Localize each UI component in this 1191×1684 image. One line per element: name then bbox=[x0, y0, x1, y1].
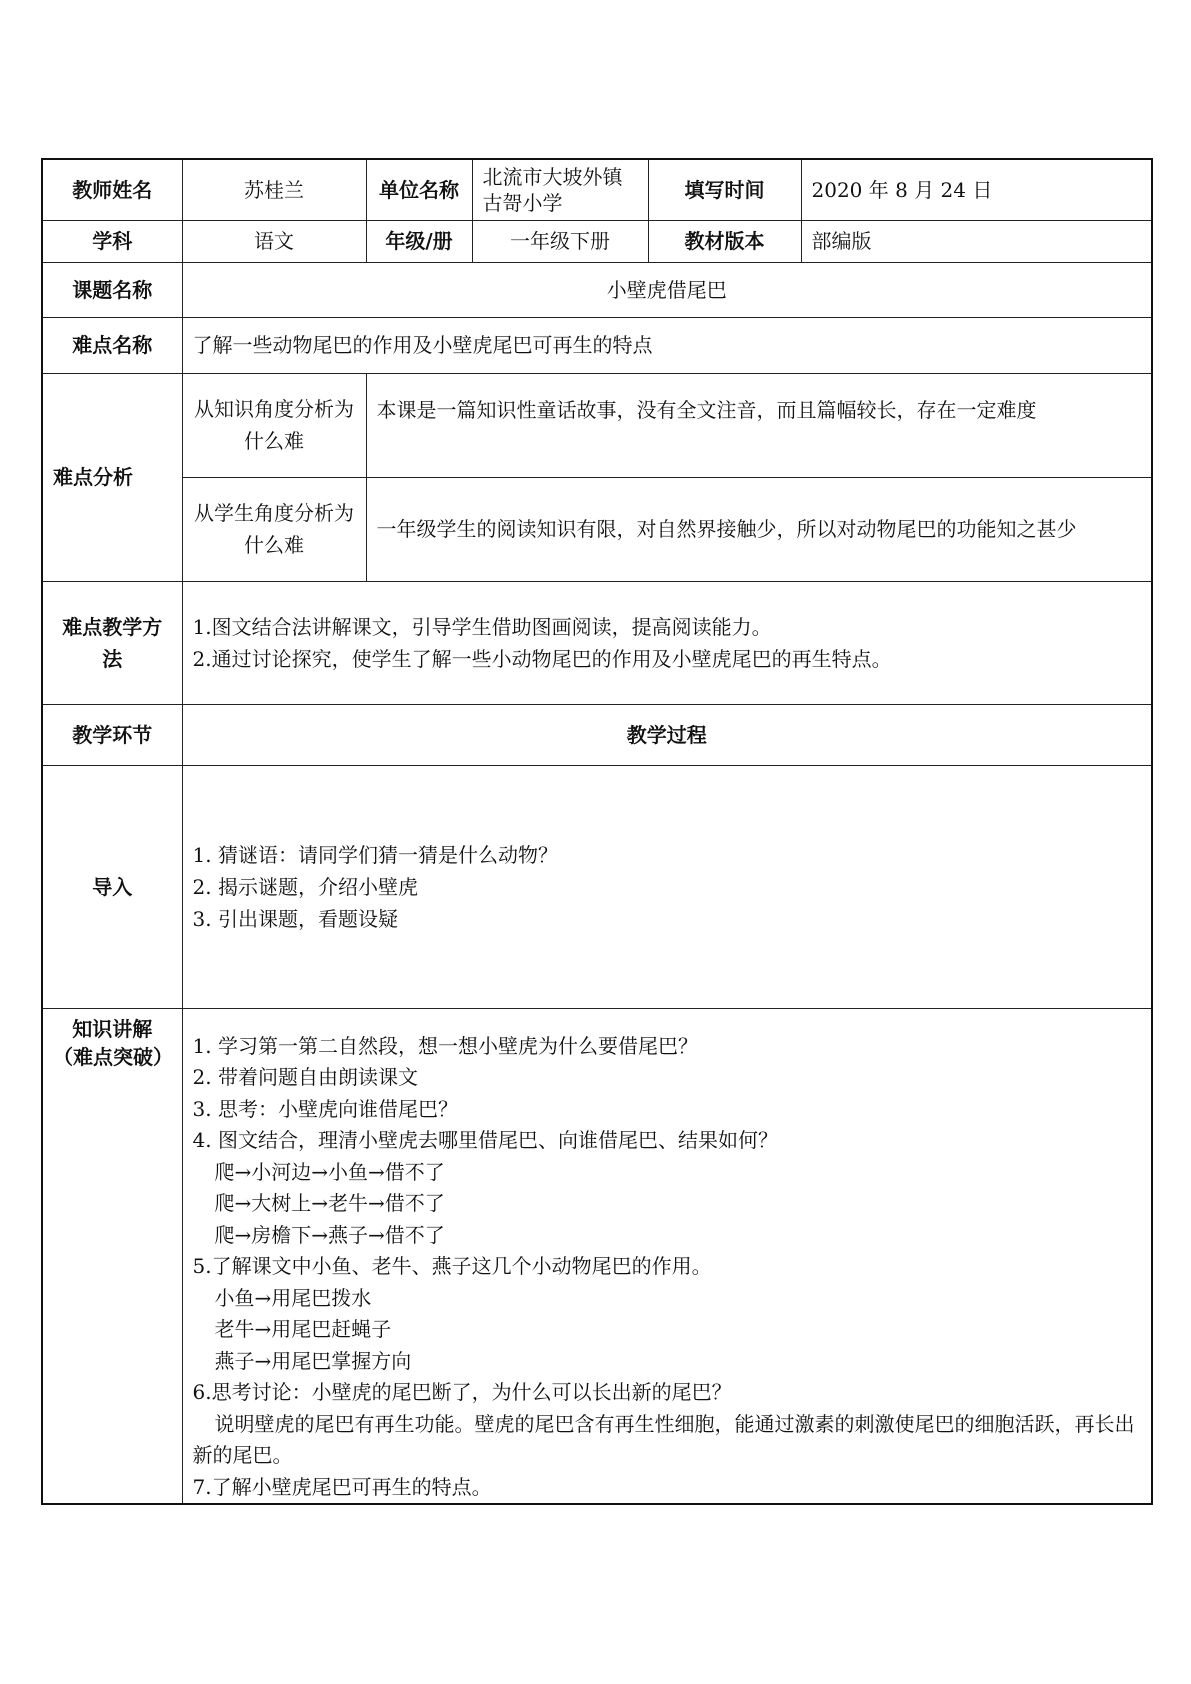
process-header: 教学过程 bbox=[182, 704, 1152, 765]
teacher-value: 苏桂兰 bbox=[182, 159, 366, 220]
knowledge-line: 爬→大树上→老牛→借不了 bbox=[214, 1191, 445, 1215]
knowledge-line: 燕子→用尾巴掌握方向 bbox=[214, 1348, 412, 1373]
knowledge-label bbox=[42, 1008, 182, 1504]
method-content bbox=[182, 581, 1152, 704]
topic-label: 课题名称 bbox=[42, 262, 182, 317]
knowledge-line: 爬→房檐下→燕子→借不了 bbox=[214, 1222, 445, 1247]
stage-header: 教学环节 bbox=[42, 704, 182, 765]
difficulty-row bbox=[42, 317, 1152, 373]
intro-line: 3. 引出课题，看题设疑 bbox=[192, 906, 398, 931]
analysis-row-knowledge bbox=[42, 373, 1152, 477]
knowledge-line: 说明壁虎的尾巴有再生功能。壁虎的尾巴含有再生性细胞，能通过激素的刺激使尾巴的细胞活跃，再长出新的尾巴。 bbox=[192, 1411, 1135, 1467]
knowledge-content bbox=[182, 1008, 1152, 1504]
method-row bbox=[42, 581, 1152, 704]
header-row-1 bbox=[42, 159, 1152, 220]
edition-label: 教材版本 bbox=[648, 220, 801, 262]
lesson-plan-table bbox=[41, 158, 1153, 1505]
student-angle-label: 从学生角度分析为什么难 bbox=[182, 477, 366, 581]
difficulty-label: 难点名称 bbox=[42, 317, 182, 373]
student-angle-value: 一年级学生的阅读知识有限，对自然界接触少，所以对动物尾巴的功能知之甚少 bbox=[366, 477, 1152, 581]
method-line: 2.通过讨论探究，使学生了解一些小动物尾巴的作用及小壁虎尾巴的再生特点。 bbox=[192, 646, 892, 671]
topic-value: 小壁虎借尾巴 bbox=[182, 262, 1152, 317]
topic-row bbox=[42, 262, 1152, 317]
knowledge-line: 7.了解小壁虎尾巴可再生的特点。 bbox=[192, 1474, 492, 1499]
grade-label: 年级/册 bbox=[366, 220, 472, 262]
knowledge-line: 2. 带着问题自由朗读课文 bbox=[192, 1065, 418, 1089]
intro-line: 1. 猜谜语：请同学们猜一猜是什么动物？ bbox=[192, 842, 558, 867]
unit-value: 北流市大坡外镇古哿小学 bbox=[472, 159, 648, 220]
subject-label: 学科 bbox=[42, 220, 182, 262]
edition-value: 部编版 bbox=[801, 220, 1152, 262]
knowledge-line: 4. 图文结合，理清小壁虎去哪里借尾巴、向谁借尾巴、结果如何？ bbox=[192, 1128, 778, 1152]
knowledge-line: 爬→小河边→小鱼→借不了 bbox=[214, 1159, 445, 1184]
header-row-2 bbox=[42, 220, 1152, 262]
knowledge-angle-label: 从知识角度分析为什么难 bbox=[182, 373, 366, 477]
unit-label: 单位名称 bbox=[366, 159, 472, 220]
difficulty-value: 了解一些动物尾巴的作用及小壁虎尾巴可再生的特点 bbox=[182, 317, 1152, 373]
analysis-label: 难点分析 bbox=[42, 373, 182, 581]
date-value: 2020 年 8 月 24 日 bbox=[801, 159, 1152, 220]
knowledge-line: 老牛→用尾巴赶蝇子 bbox=[214, 1317, 392, 1341]
subject-value: 语文 bbox=[182, 220, 366, 262]
process-header-row bbox=[42, 704, 1152, 765]
intro-label: 导入 bbox=[42, 765, 182, 1008]
intro-content bbox=[182, 765, 1152, 1008]
knowledge-label-line2: （难点突破） bbox=[53, 1044, 173, 1069]
knowledge-line: 小鱼→用尾巴拨水 bbox=[214, 1285, 372, 1310]
knowledge-line: 1. 学习第一第二自然段，想一想小壁虎为什么要借尾巴？ bbox=[192, 1033, 698, 1058]
knowledge-line: 5.了解课文中小鱼、老牛、燕子这几个小动物尾巴的作用。 bbox=[192, 1254, 712, 1278]
intro-row bbox=[42, 765, 1152, 1008]
knowledge-row bbox=[42, 1008, 1152, 1504]
analysis-row-student bbox=[42, 477, 1152, 581]
knowledge-angle-value: 本课是一篇知识性童话故事，没有全文注音，而且篇幅较长，存在一定难度 bbox=[366, 373, 1152, 477]
teacher-label: 教师姓名 bbox=[42, 159, 182, 220]
knowledge-line: 3. 思考：小壁虎向谁借尾巴？ bbox=[192, 1096, 458, 1121]
method-label: 难点教学方法 bbox=[42, 581, 182, 704]
intro-line: 2. 揭示谜题，介绍小壁虎 bbox=[192, 874, 418, 899]
knowledge-label-line1: 知识讲解 bbox=[72, 1016, 153, 1041]
knowledge-line: 6.思考讨论：小壁虎的尾巴断了，为什么可以长出新的尾巴？ bbox=[192, 1380, 732, 1404]
grade-value: 一年级下册 bbox=[472, 220, 648, 262]
method-line: 1.图文结合法讲解课文，引导学生借助图画阅读，提高阅读能力。 bbox=[192, 614, 772, 639]
date-label: 填写时间 bbox=[648, 159, 801, 220]
